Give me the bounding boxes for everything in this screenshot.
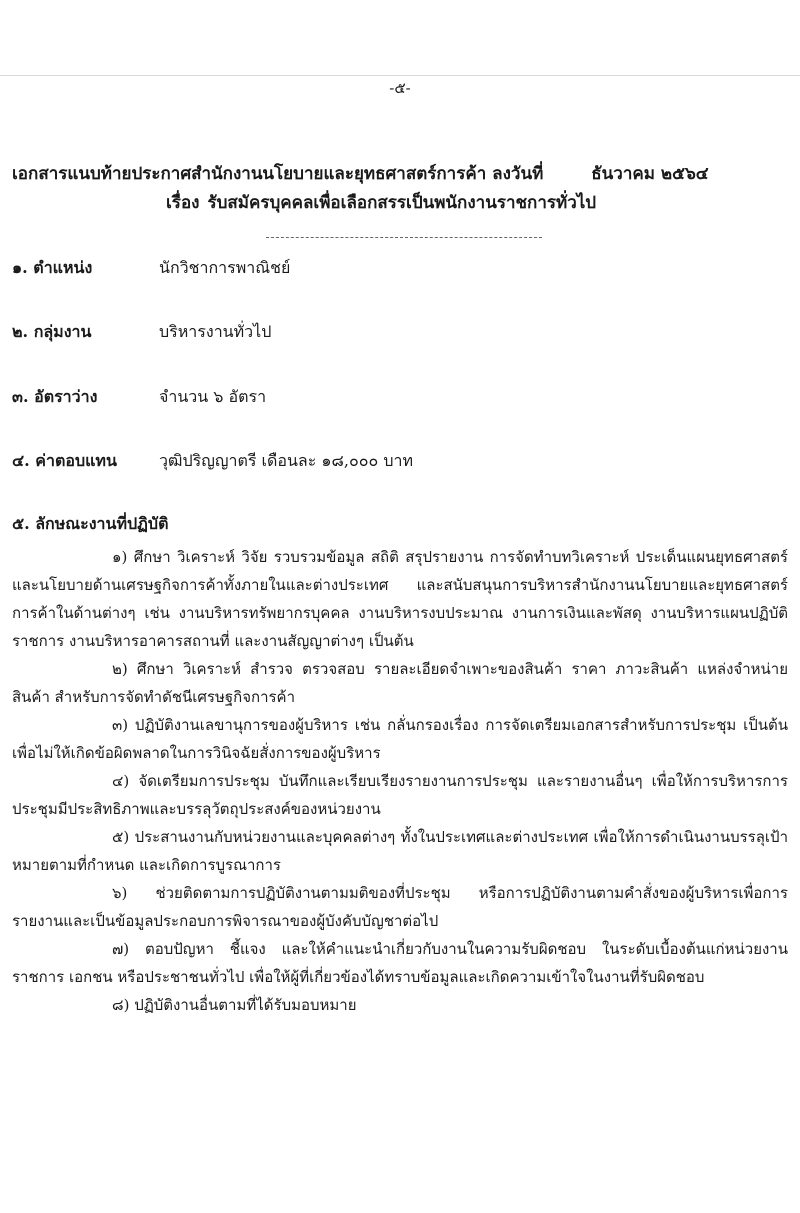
item-vacancies: [12, 385, 266, 410]
header-date: ธันวาคม ๒๕๖๔: [591, 164, 709, 184]
duty-item: ๓) ปฏิบัติงานเลขานุการของผู้บริหาร เช่น กลั่นกรองเรื่อง การจัดเตรียมเอกสารสำหรับการประชุม เป็นต้น เพื่อไม่ให้เกิดข้อผิดพลาดในการวินิจฉัยสั่งการของผู้บริหาร: [12, 716, 788, 762]
duty-item: ๘) ปฏิบัติงานอื่นตามที่ได้รับมอบหมาย: [112, 996, 357, 1014]
item-compensation: [12, 449, 413, 474]
announcement-header: [12, 160, 709, 187]
item-label: ๓. อัตราว่าง: [12, 387, 98, 406]
item-label: ๔. ค่าตอบแทน: [12, 451, 117, 470]
section-duties-title: ๕. ลักษณะงานที่ปฏิบัติ: [12, 514, 169, 533]
duty-item: ๔) จัดเตรียมการประชุม บันทึกและเรียบเรียงรายงานการประชุม และรายงานอื่นๆ เพื่อให้การบริหารการประชุมมีประสิทธิภาพและบรรลุวัตถุประสงค์ของหน่วยงาน: [12, 772, 788, 818]
duty-item: ๑) ศึกษา วิเคราะห์ วิจัย รวบรวมข้อมูล สถิติ สรุปรายงาน การจัดทำบทวิเคราะห์ ประเด็นแผนยุทธศาสตร์ และนโยบายด้านเศรษฐกิจการค้าทั้งภายในและต่างประเทศ และสนับสนุนการบริหารสำนักงานนโยบายและยุทธศาสตร์การค้าในด้านต่างๆ เช่น งานบริหารทรัพยากรบุคคล งานบริหารงบประมาณ งานการเงินและพัสดุ งานบริหารแผนปฏิบัติราชการ งานบริหารอาคารสถานที่ และงานสัญญาต่างๆ เป็นต้น: [12, 548, 788, 650]
item-value: บริหารงานทั่วไป: [159, 322, 272, 341]
duty-item: ๖) ช่วยติดตามการปฏิบัติงานตามมติของที่ประชุม หรือการปฏิบัติงานตามคำสั่งของผู้บริหารเพื่อการรายงานและเป็นข้อมูลประกอบการพิจารณาของผู้บังคับบัญชาต่อไป: [12, 884, 788, 930]
page-number: -๕-: [389, 79, 411, 97]
announcement-subject: [166, 189, 596, 216]
item-label: ๑. ตำแหน่ง: [12, 258, 93, 277]
item-value: นักวิชาการพาณิชย์: [159, 258, 291, 277]
duty-item: ๒) ศึกษา วิเคราะห์ สำรวจ ตรวจสอบ รายละเอียดจำเพาะของสินค้า ราคา ภาวะสินค้า แหล่งจำหน่ายสินค้า สำหรับการจัดทำดัชนีเศรษฐกิจการค้า: [12, 660, 788, 706]
subject-label: เรื่อง: [166, 193, 200, 213]
header-line1-text: เอกสารแนบท้ายประกาศสำนักงานนโยบายและยุทธศาสตร์การค้า ลงวันที่: [12, 164, 544, 184]
item-position: [12, 256, 290, 281]
item-value: จำนวน ๖ อัตรา: [159, 387, 267, 406]
item-value: วุฒิปริญญาตรี เดือนละ ๑๘,๐๐๐ บาท: [159, 451, 414, 470]
duty-item: ๕) ประสานงานกับหน่วยงานและบุคคลต่างๆ ทั้งในประเทศและต่างประเทศ เพื่อให้การดำเนินงานบรรลุเป้าหมายตามที่กำหนด และเกิดการบูรณาการ: [12, 828, 788, 874]
header-divider: [266, 237, 542, 238]
subject-text: รับสมัครบุคคลเพื่อเลือกสรรเป็นพนักงานราชการทั่วไป: [207, 193, 597, 213]
duties-list: [12, 543, 788, 1019]
duty-item: ๗) ตอบปัญหา ชี้แจง และให้คำแนะนำเกี่ยวกับงานในความรับผิดชอบ ในระดับเบื้องต้นแก่หน่วยงานราชการ เอกชน หรือประชาชนทั่วไป เพื่อให้ผู้ที่เกี่ยวข้องได้ทราบข้อมูลและเกิดความเข้าใจในงานที่รับผิดชอบ: [12, 940, 788, 986]
item-work-group: [12, 320, 271, 345]
item-label: ๒. กลุ่มงาน: [12, 322, 92, 341]
